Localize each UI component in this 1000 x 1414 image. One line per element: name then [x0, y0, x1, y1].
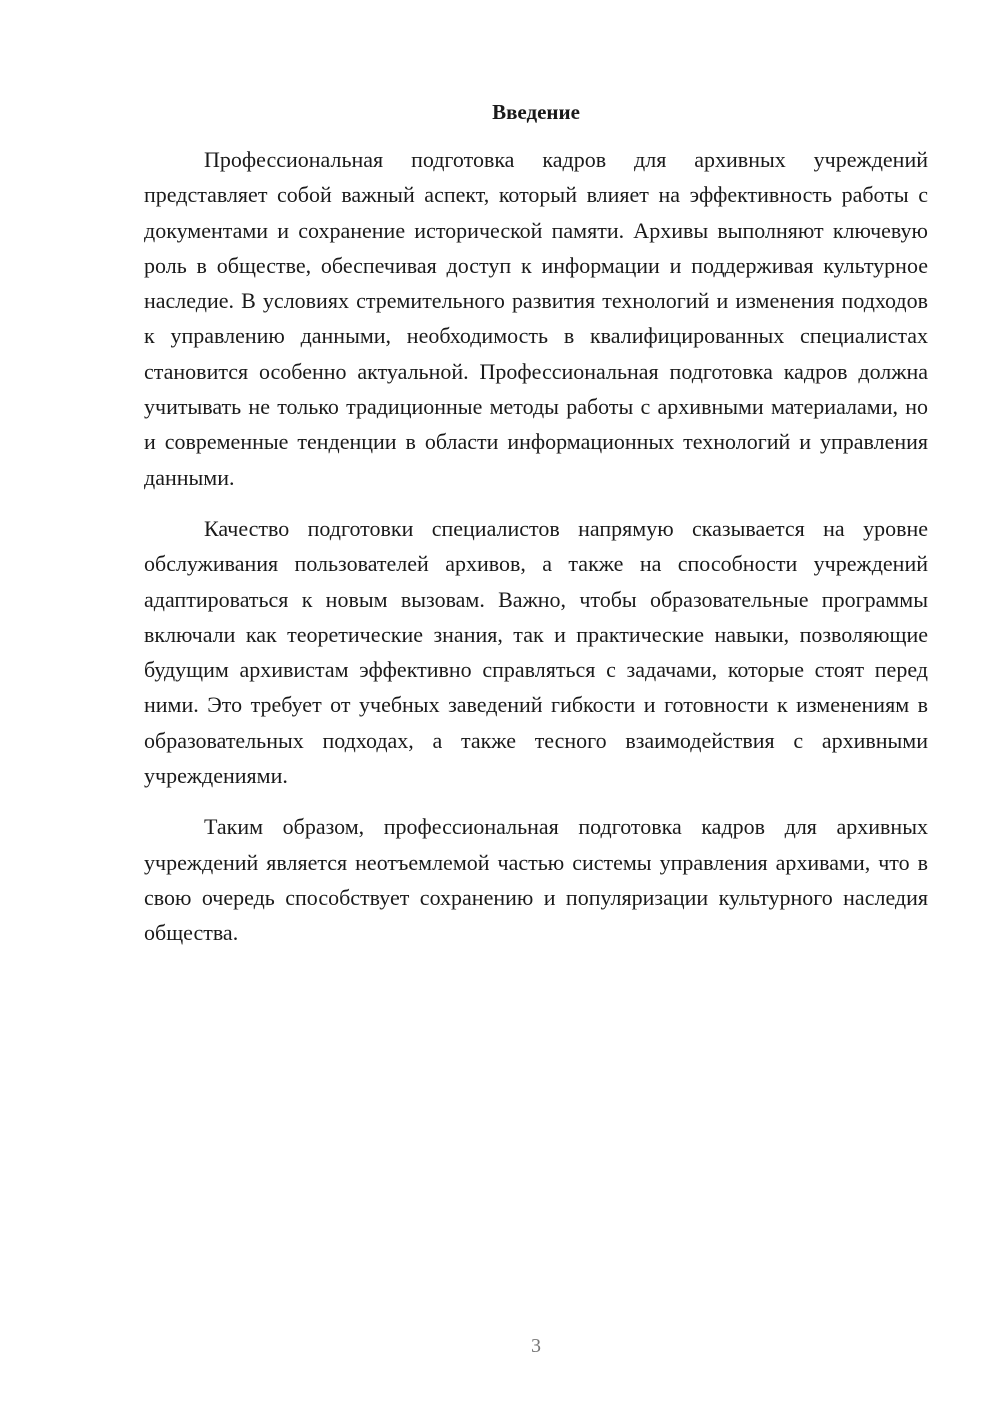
page-number: 3	[531, 1335, 541, 1357]
document-body	[144, 142, 928, 967]
paragraph-1: Профессиональная подготовка кадров для архивных учреждений представляет собой важный аспект, который влияет на эффективность работы с документами и сохранение исторической памяти. Архивы выполняют ключевую роль в обществе, обеспечивая доступ к информации и поддерживая культурное наследие. В условиях стремительного развития технологий и изменения подходов к управлению данными, необходимость в квалифицированных специалистах становится особенно актуальной. Профессиональная подготовка кадров должна учитывать не только традиционные методы работы с архивными материалами, но и современные тенденции в области информационных технологий и управления данными.	[144, 147, 928, 490]
page-title: Введение	[492, 100, 580, 124]
paragraph-2: Качество подготовки специалистов напрямую сказывается на уровне обслуживания пользователей архивов, а также на способности учреждений адаптироваться к новым вызовам. Важно, чтобы образовательные программы включали как теоретические знания, так и практические навыки, позволяющие будущим архивистам эффективно справляться с задачами, которые стоят перед ними. Это требует от учебных заведений гибкости и готовности к изменениям в образовательных подходах, а также тесного взаимодействия с архивными учреждениями.	[144, 515, 928, 789]
paragraph-3: Таким образом, профессиональная подготовка кадров для архивных учреждений является неотъемлемой частью системы управления архивами, что в свою очередь способствует сохранению и популяризации культурного наследия общества.	[144, 814, 928, 946]
